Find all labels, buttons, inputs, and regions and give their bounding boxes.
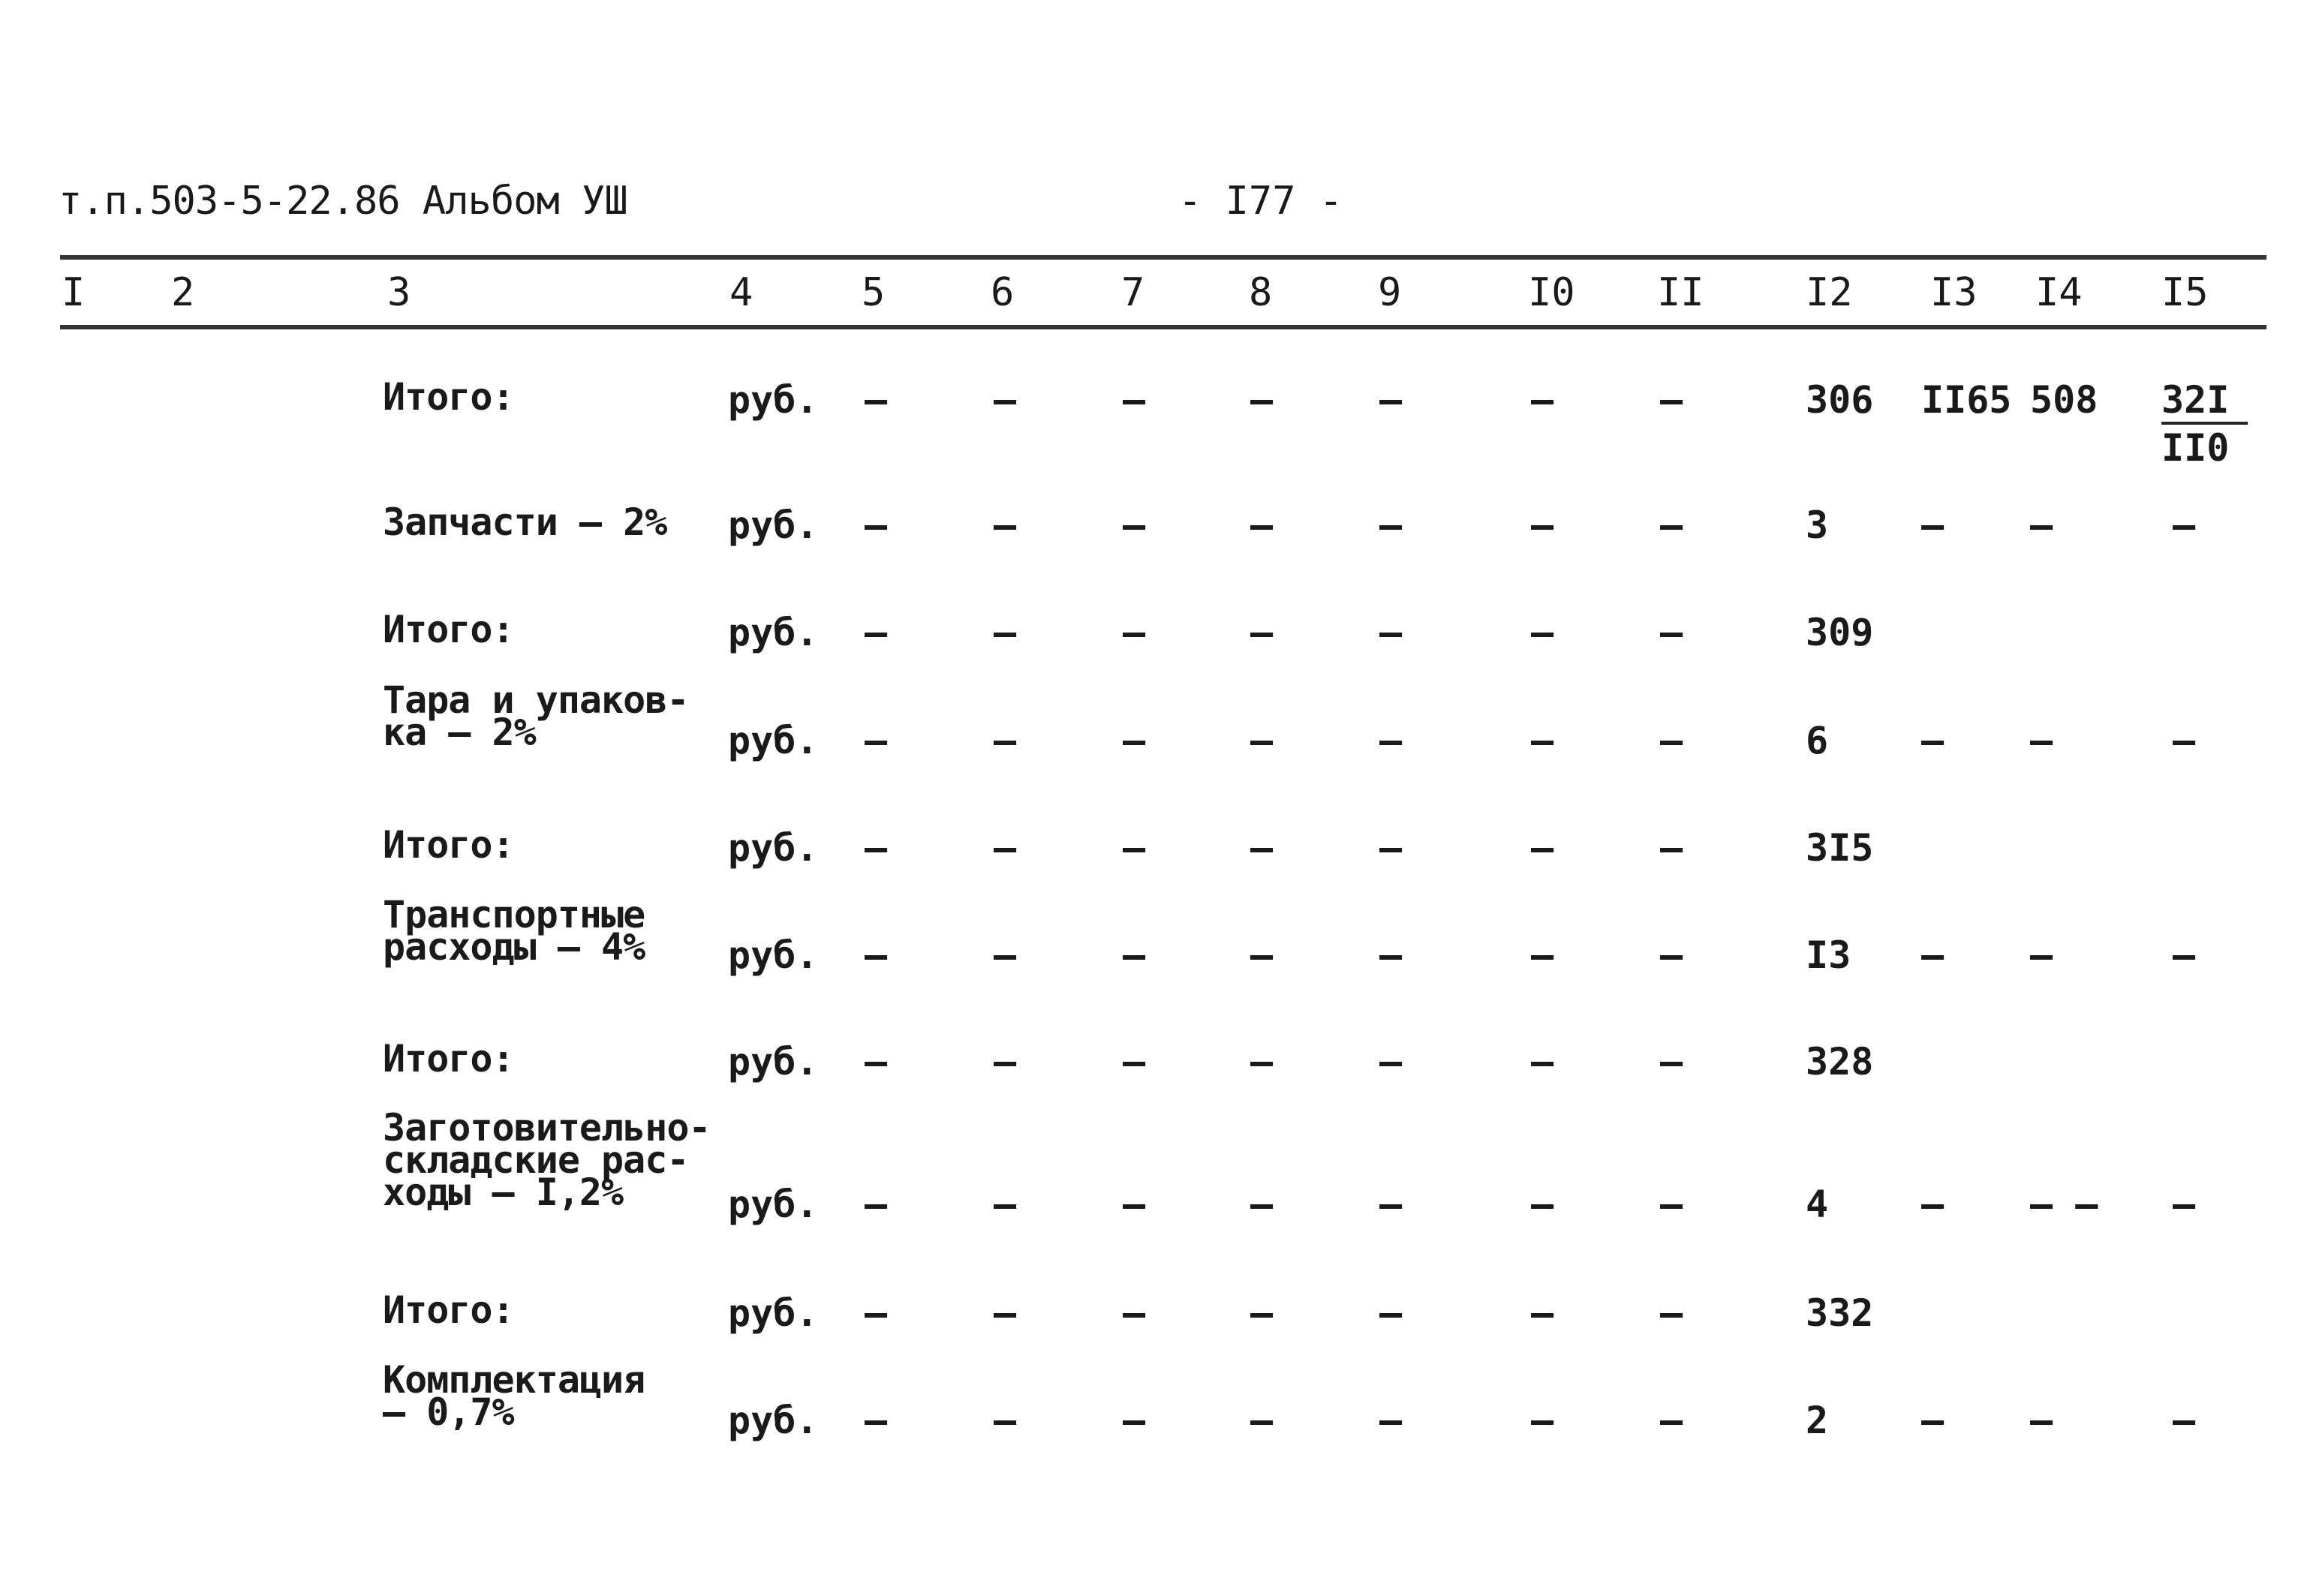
- row-item-name: Заготовительно- складские рас- ходы – I,2%: [383, 1106, 711, 1214]
- row-empty-value-col-11: –: [1660, 503, 1683, 547]
- column-header-7: 7: [1121, 270, 1145, 315]
- row-item-name: Запчасти – 2%: [383, 500, 667, 544]
- row-empty-value-col-10: –: [1531, 719, 1554, 762]
- row-empty-value-col-6: –: [994, 1291, 1017, 1335]
- row-value-col-14: –: [2030, 719, 2053, 762]
- row-empty-value-col-9: –: [1379, 611, 1403, 654]
- row-empty-value-col-8: –: [1250, 611, 1274, 654]
- row-empty-value-col-9: –: [1379, 826, 1403, 870]
- row-value-col-12: 309: [1806, 611, 1874, 654]
- row-empty-value-col-6: –: [994, 1040, 1017, 1084]
- column-header-10: I0: [1528, 270, 1575, 315]
- column-header-5: 5: [862, 270, 886, 315]
- row-empty-value-col-6: –: [994, 503, 1017, 547]
- column-header-11: II: [1657, 270, 1704, 315]
- row-empty-value-col-8: –: [1250, 1183, 1274, 1226]
- row-empty-value-col-6: –: [994, 719, 1017, 762]
- row-unit: руб.: [728, 933, 819, 977]
- row-empty-value-col-7: –: [1123, 719, 1146, 762]
- column-header-8: 8: [1249, 270, 1273, 315]
- row-empty-value-col-8: –: [1250, 1040, 1274, 1084]
- row-item-name: Тара и упаков- ка – 2%: [383, 678, 689, 754]
- row-empty-value-col-5: –: [865, 1040, 888, 1084]
- page-number: - I77 -: [1178, 179, 1343, 224]
- row-value-col-13: –: [1921, 719, 1945, 762]
- row-item-name: Итого:: [383, 1037, 514, 1081]
- header-bottom-rule: [60, 325, 2266, 329]
- row-value-col-12: 6: [1806, 719, 1829, 762]
- fraction-denominator: II0: [2161, 426, 2230, 470]
- row-empty-value-col-9: –: [1379, 719, 1403, 762]
- fraction-numerator: 32I: [2161, 381, 2248, 425]
- row-empty-value-col-8: –: [1250, 933, 1274, 977]
- row-empty-value-col-11: –: [1660, 1040, 1683, 1084]
- row-empty-value-col-7: –: [1123, 826, 1146, 870]
- row-empty-value-col-5: –: [865, 719, 888, 762]
- row-value-col-12: 306: [1806, 378, 1874, 422]
- row-empty-value-col-10: –: [1531, 933, 1554, 977]
- column-header-13: I3: [1930, 270, 1978, 315]
- row-empty-value-col-5: –: [865, 611, 888, 654]
- row-empty-value-col-8: –: [1250, 826, 1274, 870]
- row-value-col-14: –: [2030, 503, 2053, 547]
- row-empty-value-col-5: –: [865, 1399, 888, 1442]
- column-header-12: I2: [1806, 270, 1853, 315]
- column-header-1: I: [62, 270, 86, 315]
- row-empty-value-col-11: –: [1660, 1399, 1683, 1442]
- row-value-col-15: –: [2173, 503, 2196, 547]
- row-empty-value-col-9: –: [1379, 1183, 1403, 1226]
- row-value-col-15: –: [2173, 719, 2196, 762]
- row-empty-value-col-10: –: [1531, 378, 1554, 422]
- row-value-col-12: 4: [1806, 1183, 1829, 1226]
- row-unit: руб.: [728, 1399, 819, 1442]
- row-value-col-12: 332: [1806, 1291, 1874, 1335]
- row-empty-value-col-7: –: [1123, 611, 1146, 654]
- row-empty-value-col-9: –: [1379, 378, 1403, 422]
- row-empty-value-col-10: –: [1531, 611, 1554, 654]
- row-unit: руб.: [728, 378, 819, 422]
- column-header-3: 3: [387, 270, 411, 315]
- row-empty-value-col-7: –: [1123, 378, 1146, 422]
- row-empty-value-col-7: –: [1123, 1040, 1146, 1084]
- row-value-col-13: –: [1921, 933, 1945, 977]
- row-empty-value-col-7: –: [1123, 1399, 1146, 1442]
- row-empty-value-col-5: –: [865, 1291, 888, 1335]
- row-empty-value-col-7: –: [1123, 933, 1146, 977]
- column-header-9: 9: [1378, 270, 1402, 315]
- row-empty-value-col-5: –: [865, 503, 888, 547]
- row-empty-value-col-11: –: [1660, 1183, 1683, 1226]
- row-empty-value-col-6: –: [994, 1399, 1017, 1442]
- row-empty-value-col-11: –: [1660, 1291, 1683, 1335]
- row-empty-value-col-6: –: [994, 378, 1017, 422]
- row-empty-value-col-8: –: [1250, 378, 1274, 422]
- row-empty-value-col-11: –: [1660, 826, 1683, 870]
- table-top-rule: [60, 255, 2266, 260]
- row-value-col-14: – –: [2030, 1183, 2098, 1226]
- row-empty-value-col-10: –: [1531, 1183, 1554, 1226]
- row-empty-value-col-7: –: [1123, 1291, 1146, 1335]
- row-item-name: Итого:: [383, 375, 514, 419]
- column-header-14: I4: [2035, 270, 2083, 315]
- row-value-col-14: –: [2030, 933, 2053, 977]
- row-empty-value-col-8: –: [1250, 1291, 1274, 1335]
- row-empty-value-col-7: –: [1123, 503, 1146, 547]
- row-empty-value-col-6: –: [994, 826, 1017, 870]
- row-item-name: Итого:: [383, 608, 514, 651]
- row-unit: руб.: [728, 1183, 819, 1226]
- row-unit: руб.: [728, 1040, 819, 1084]
- row-fraction-col-15: [2161, 378, 2248, 470]
- row-item-name: Итого:: [383, 823, 514, 867]
- column-header-4: 4: [729, 270, 753, 315]
- row-empty-value-col-10: –: [1531, 1040, 1554, 1084]
- row-empty-value-col-9: –: [1379, 1399, 1403, 1442]
- row-value-col-15: –: [2173, 1399, 2196, 1442]
- row-value-col-15: –: [2173, 933, 2196, 977]
- row-empty-value-col-11: –: [1660, 933, 1683, 977]
- row-value-col-13: –: [1921, 503, 1945, 547]
- row-empty-value-col-6: –: [994, 933, 1017, 977]
- row-empty-value-col-9: –: [1379, 933, 1403, 977]
- row-empty-value-col-11: –: [1660, 378, 1683, 422]
- row-value-col-12: 3I5: [1806, 826, 1874, 870]
- row-empty-value-col-8: –: [1250, 719, 1274, 762]
- row-empty-value-col-5: –: [865, 1183, 888, 1226]
- column-header-6: 6: [991, 270, 1015, 315]
- row-empty-value-col-5: –: [865, 378, 888, 422]
- column-header-15: I5: [2161, 270, 2209, 315]
- row-empty-value-col-11: –: [1660, 719, 1683, 762]
- row-empty-value-col-8: –: [1250, 1399, 1274, 1442]
- row-unit: руб.: [728, 611, 819, 654]
- row-value-col-13: –: [1921, 1399, 1945, 1442]
- row-value-col-12: I3: [1806, 933, 1851, 977]
- row-item-name: Комплектация – 0,7%: [383, 1358, 645, 1434]
- column-header-2: 2: [171, 270, 195, 315]
- row-value-col-14: –: [2030, 1399, 2053, 1442]
- document-reference: т.п.503-5-22.86 Альбом УШ: [59, 179, 627, 224]
- row-empty-value-col-10: –: [1531, 826, 1554, 870]
- row-empty-value-col-9: –: [1379, 1040, 1403, 1084]
- row-unit: руб.: [728, 826, 819, 870]
- row-value-col-12: 3: [1806, 503, 1829, 547]
- row-value-col-14: 508: [2030, 378, 2098, 422]
- row-empty-value-col-10: –: [1531, 503, 1554, 547]
- row-value-col-12: 328: [1806, 1040, 1874, 1084]
- row-empty-value-col-7: –: [1123, 1183, 1146, 1226]
- row-empty-value-col-9: –: [1379, 1291, 1403, 1335]
- row-empty-value-col-6: –: [994, 611, 1017, 654]
- row-empty-value-col-8: –: [1250, 503, 1274, 547]
- row-value-col-13: –: [1921, 1183, 1945, 1226]
- row-empty-value-col-9: –: [1379, 503, 1403, 547]
- row-item-name: Итого:: [383, 1288, 514, 1332]
- row-empty-value-col-5: –: [865, 826, 888, 870]
- row-unit: руб.: [728, 719, 819, 762]
- row-item-name: Транспортные расходы – 4%: [383, 893, 645, 969]
- row-empty-value-col-10: –: [1531, 1399, 1554, 1442]
- row-empty-value-col-10: –: [1531, 1291, 1554, 1335]
- row-unit: руб.: [728, 1291, 819, 1335]
- row-empty-value-col-5: –: [865, 933, 888, 977]
- row-unit: руб.: [728, 503, 819, 547]
- row-empty-value-col-11: –: [1660, 611, 1683, 654]
- row-empty-value-col-6: –: [994, 1183, 1017, 1226]
- row-value-col-12: 2: [1806, 1399, 1829, 1442]
- row-value-col-15: –: [2173, 1183, 2196, 1226]
- row-value-col-13: II65: [1921, 378, 2012, 422]
